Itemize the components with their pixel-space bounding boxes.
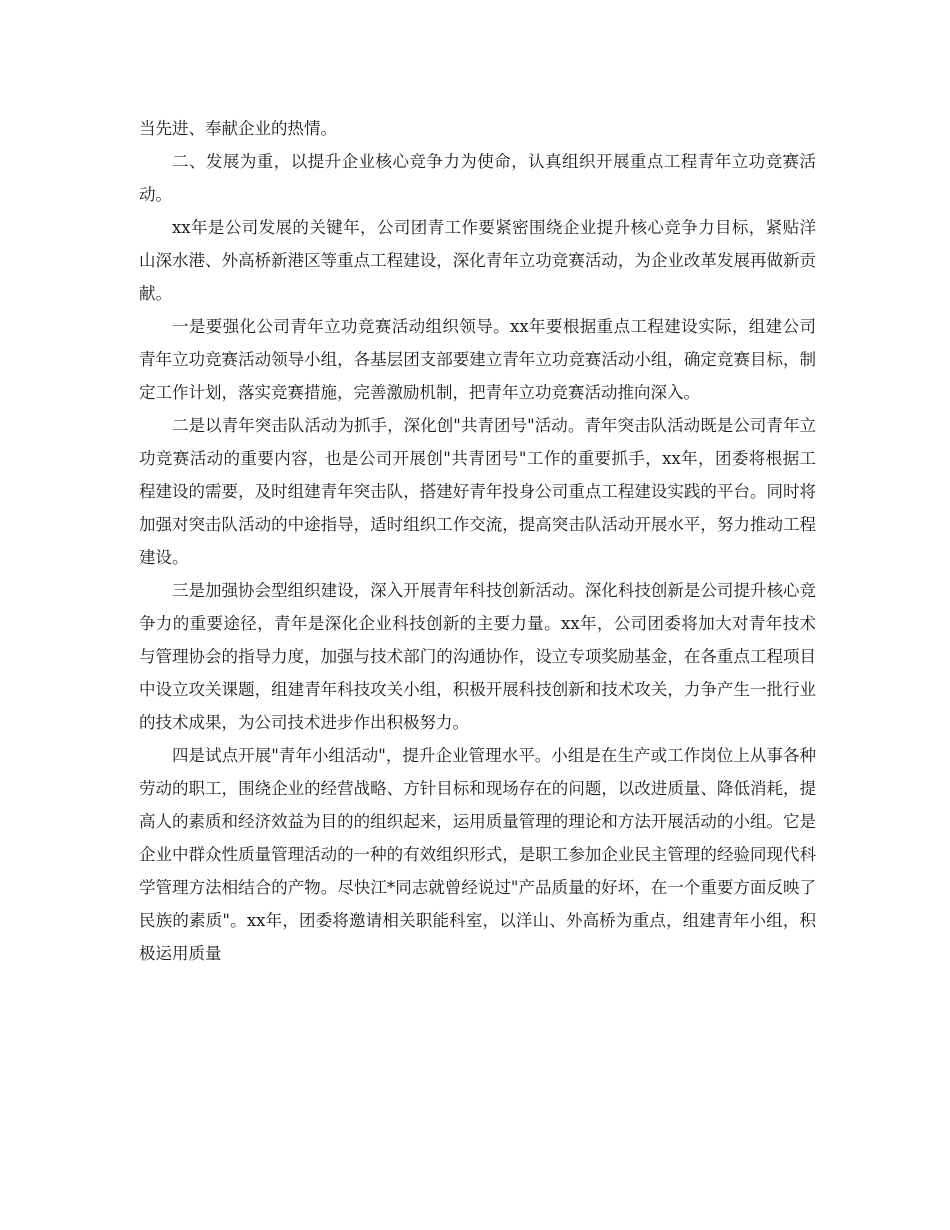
paragraph-6: 三是加强协会型组织建设，深入开展青年科技创新活动。深化科技创新是公司提升核心竞争力的重要途径，青年是深化企业科技创新的主要力量。xx年，公司团委将加大对青年技术与管理协会的指导力度，加强与技术部门的沟通协作，设立专项奖励基金，在各重点工程项目中设立攻关课题，组建青年科技攻关小组，积极开展科技创新和技术攻关，力争产生一批行业的技术成果，为公司技术进步作出积极努力。 xyxy=(139,581,816,732)
paragraph-3: xx年是公司发展的关键年，公司团青工作要紧密围绕企业提升核心竞争力目标，紧贴洋山深水港、外高桥新港区等重点工程建设，深化青年立功竞赛活动，为企业改革发展再做新贡献。 xyxy=(139,218,816,303)
paragraph-7: 四是试点开展"青年小组活动"，提升企业管理水平。小组是在生产或工作岗位上从事各种劳动的职工，围绕企业的经营战略、方针目标和现场存在的问题，以改进质量、降低消耗，提高人的素质和经济效益为目的的组织起来，运用质量管理的理论和方法开展活动的小组。它是企业中群众性质量管理活动的一种的有效组织形式，是职工参加企业民主管理的经验同现代科学管理方法相结合的产物。尽快江*同志就曾经说过"产品质量的好坏，在一个重要方面反映了民族的素质"。xx年，团委将邀请相关职能科室，以洋山、外高桥为重点，组建青年小组，积极运用质量 xyxy=(139,746,816,963)
paragraph-1: 当先进、奉献企业的热情。 xyxy=(139,119,337,138)
paragraph-5: 二是以青年突击队活动为抓手，深化创"共青团号"活动。青年突击队活动既是公司青年立功竞赛活动的重要内容，也是公司开展创"共青团号"工作的重要抓手，xx年，团委将根据工程建设的需要，及时组建青年突击队，搭建好青年投身公司重点工程建设实践的平台。同时将加强对突击队活动的中途指导，适时组织工作交流，提高突击队活动开展水平，努力推动工程建设。 xyxy=(139,416,816,567)
document-body xyxy=(139,112,816,970)
paragraph-2: 二、发展为重，以提升企业核心竞争力为使命，认真组织开展重点工程青年立功竞赛活动。 xyxy=(139,152,816,204)
paragraph-4: 一是要强化公司青年立功竞赛活动组织领导。xx年要根据重点工程建设实际，组建公司青年立功竞赛活动领导小组，各基层团支部要建立青年立功竞赛活动小组，确定竞赛目标，制定工作计划，落实竞赛措施，完善激励机制，把青年立功竞赛活动推向深入。 xyxy=(139,317,816,402)
